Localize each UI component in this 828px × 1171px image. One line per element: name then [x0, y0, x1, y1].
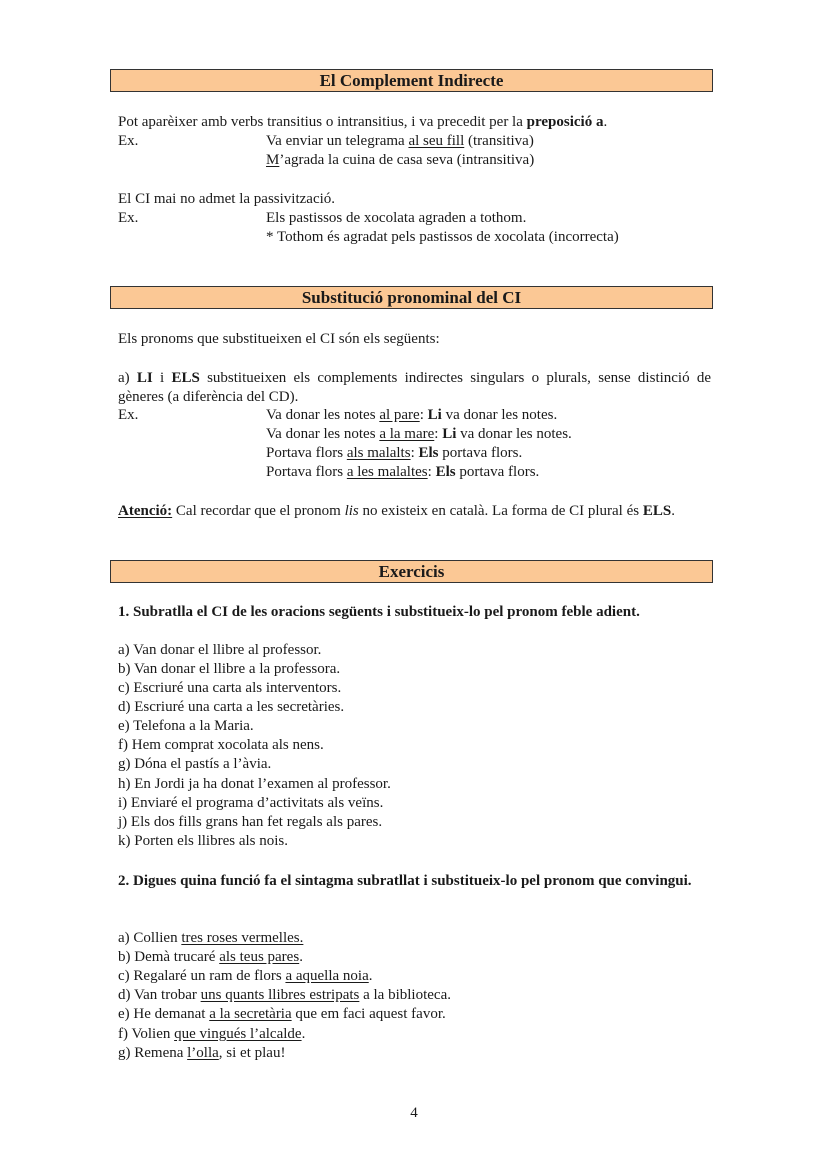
example-pronoun: Els: [435, 464, 456, 480]
note-text: no existeix en català. La forma de CI plural és: [358, 503, 643, 519]
pronoun-example: [266, 444, 522, 463]
example-text: portava flors.: [438, 445, 523, 461]
note-text: Cal recordar que el pronom: [172, 503, 345, 519]
exercise-1-item: a) Van donar el llibre al professor.: [118, 642, 322, 658]
example-intransitive: [266, 151, 534, 170]
note-italic: lis: [344, 503, 359, 519]
intro-paragraph: [118, 113, 711, 132]
example-underlined: al seu fill: [408, 133, 465, 149]
example-text: :: [434, 426, 443, 442]
exercise-2-item: [118, 948, 711, 967]
section-header-exercicis: Exercicis: [110, 560, 713, 583]
attention-note: [118, 502, 711, 521]
intro-end: .: [603, 114, 608, 130]
item-text: a la biblioteca.: [359, 987, 451, 1003]
item-underlined: l’olla: [187, 1045, 219, 1061]
exercise-1-item: d) Escriuré una carta a les secretàries.: [118, 699, 345, 715]
exercise-2-item: [118, 967, 711, 986]
exercise-1-title: 1. Subratlla el CI de les oracions següents i substitueix-lo pel pronom feble adient.: [118, 604, 640, 620]
exercise-1-item: e) Telefona a la Maria.: [118, 718, 254, 734]
example-underlined: M: [266, 152, 280, 168]
example-underlined: als malalts: [346, 445, 411, 461]
item-text: c) Regalaré un ram de flors: [118, 968, 286, 984]
item-text: .: [299, 949, 303, 965]
item-text: .: [301, 1026, 306, 1042]
example-text: Va enviar un telegrama: [266, 133, 409, 149]
example-text: Va donar les notes: [266, 407, 380, 423]
intro-text: Pot aparèixer amb verbs transitius o intransitius, i va precedit per la: [118, 114, 527, 130]
item-text: f) Volien: [118, 1026, 175, 1042]
exercise-2-item: [118, 1005, 711, 1024]
pronoun-example: [266, 406, 557, 425]
rule-bold: ELS: [171, 370, 200, 386]
rule-text: substitueixen els complements indirectes singulars o plurals, sense distinció de gèneres (a diferència del CD).: [118, 370, 712, 405]
item-underlined: a la secretària: [209, 1006, 292, 1022]
example-transitive: [266, 132, 534, 151]
item-underlined: als teus pares: [219, 949, 300, 965]
example-text: Portava flors: [266, 464, 347, 480]
item-underlined: tres roses vermelles.: [181, 930, 304, 946]
item-text: d) Van trobar: [118, 987, 201, 1003]
exercise-1-item: c) Escriuré una carta als interventors.: [118, 680, 342, 696]
pronoun-intro: Els pronoms que substitueixen el CI són els següents:: [118, 331, 440, 347]
exercise-1-item: b) Van donar el llibre a la professora.: [118, 661, 341, 677]
item-underlined: que vingués l’alcalde: [174, 1026, 302, 1042]
item-text: que em faci aquest favor.: [291, 1006, 446, 1022]
rule-text: a): [118, 370, 137, 386]
section-header-complement-indirecte: El Complement Indirecte: [110, 69, 713, 92]
exercise-1-item: j) Els dos fills grans han fet regals als pares.: [118, 814, 383, 830]
passive-statement: El CI mai no admet la passivització.: [118, 191, 336, 207]
note-bold: ELS: [642, 503, 672, 519]
example-text: :: [427, 464, 436, 480]
rule-bold: LI: [136, 370, 153, 386]
example-text: ’agrada la cuina de casa seva (intransitiva): [279, 152, 535, 168]
pronoun-example: [266, 425, 572, 444]
example-text: :: [410, 445, 419, 461]
intro-bold: preposició a: [526, 114, 604, 130]
example-label: Ex.: [118, 210, 139, 226]
exercise-1-item: i) Enviaré el programa d’activitats als veïns.: [118, 795, 384, 811]
exercise-2-item: [118, 986, 711, 1005]
exercise-2-title: 2. Digues quina funció fa el sintagma subratllat i substitueix-lo pel pronom que convingui.: [118, 873, 692, 889]
example-text: Va donar les notes: [266, 426, 380, 442]
example-text: va donar les notes.: [456, 426, 572, 442]
item-underlined: a aquella noia: [285, 968, 369, 984]
rule-text: i: [152, 370, 172, 386]
item-text: , si et plau!: [218, 1045, 286, 1061]
example-underlined: a la mare: [379, 426, 435, 442]
exercise-1-item: f) Hem comprat xocolata als nens.: [118, 737, 324, 753]
exercise-2-item: [118, 929, 711, 948]
item-text: a) Collien: [118, 930, 182, 946]
pronoun-example: [266, 463, 539, 482]
example-pronoun: Li: [427, 407, 442, 423]
example-text: (transitiva): [464, 133, 534, 149]
example-text: va donar les notes.: [441, 407, 558, 423]
note-text: .: [671, 503, 675, 519]
section-header-substitucio: Substitució pronominal del CI: [110, 286, 713, 309]
item-text: b) Demà trucaré: [118, 949, 220, 965]
example-label: Ex.: [118, 133, 139, 149]
attention-label: Atenció:: [118, 503, 173, 519]
example-underlined: a les malaltes: [346, 464, 428, 480]
exercise-1-item: g) Dóna el pastís a l’àvia.: [118, 756, 272, 772]
exercise-1-item: k) Porten els llibres als nois.: [118, 833, 288, 849]
example-text: portava flors.: [455, 464, 540, 480]
exercise-2-item: [118, 1025, 711, 1044]
exercise-2-item: [118, 1044, 711, 1063]
page-number: 4: [410, 1105, 418, 1121]
example-underlined: al pare: [379, 407, 420, 423]
example-pronoun: Els: [418, 445, 439, 461]
item-text: e) He demanat: [118, 1006, 210, 1022]
example-pronoun: Li: [442, 426, 457, 442]
item-underlined: uns quants llibres estripats: [200, 987, 360, 1003]
item-text: g) Remena: [118, 1045, 188, 1061]
pronoun-rule-a: [118, 369, 711, 407]
example-correct: Els pastissos de xocolata agraden a tothom.: [266, 210, 527, 226]
exercise-1-item: h) En Jordi ja ha donat l’examen al professor.: [118, 776, 391, 792]
example-label: Ex.: [118, 407, 139, 423]
example-text: Portava flors: [266, 445, 347, 461]
item-text: .: [368, 968, 373, 984]
example-text: :: [419, 407, 428, 423]
example-incorrect: * Tothom és agradat pels pastissos de xocolata (incorrecta): [266, 229, 619, 245]
